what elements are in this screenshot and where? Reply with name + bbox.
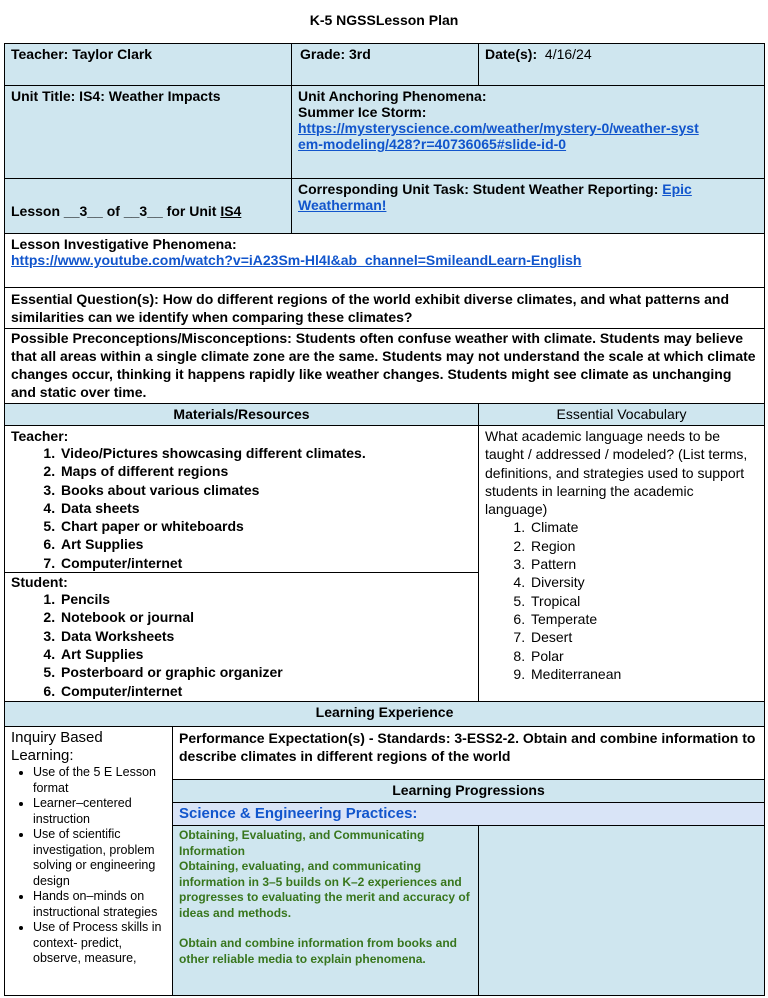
teacher-cell (5, 44, 292, 86)
inquiry-item: • Use of the 5 E Lesson format (33, 765, 168, 796)
teacher-material-item: 4. Data sheets (59, 499, 472, 517)
teacher-name: Teacher: Taylor Clark (11, 46, 153, 62)
grade-level: Grade: 3rd (300, 46, 371, 62)
lesson-prefix: Lesson (11, 203, 64, 219)
inquiry-item: • Use of scientific investigation, problem solving or engineering design (33, 827, 168, 889)
inquiry-item: • Use of Process skills in context- predict, observe, measure, (33, 920, 168, 967)
vocabulary-item: 9. Mediterranean (529, 665, 758, 683)
materials-cell (5, 426, 479, 702)
learning-experience-header (5, 702, 765, 727)
student-material-item: 1. Pencils (59, 590, 472, 608)
vocabulary-item: 7. Desert (529, 628, 758, 646)
vocabulary-item: 1. Climate (529, 518, 758, 536)
vocabulary-item: 2. Region (529, 537, 758, 555)
teacher-materials-label: Teacher: (11, 428, 69, 444)
student-material-item: 2. Notebook or journal (59, 608, 472, 626)
lesson-plan-table (4, 43, 765, 996)
learning-experience-label: Learning Experience (315, 704, 454, 720)
sep-header-label: Science & Engineering Practices: (179, 805, 418, 822)
vocabulary-item: 8. Polar (529, 647, 758, 665)
teacher-materials (5, 426, 478, 572)
vocabulary-item: 4. Diversity (529, 573, 758, 591)
inquiry-list (11, 765, 168, 967)
teacher-materials-list (11, 444, 472, 572)
dates-value: 4/16/24 (544, 46, 592, 62)
vocabulary-item: 5. Tropical (529, 592, 758, 610)
essential-question: Essential Question(s): How do different regions of the world exhibit diverse climates, and what patterns and similarities can we identify when comparing these climates? (11, 291, 730, 325)
teacher-material-item: 3. Books about various climates (59, 481, 472, 499)
sep-body-2: Obtain and combine information from books and other reliable media to explain phenomena. (179, 936, 458, 966)
lesson-for-unit: for Unit (162, 203, 221, 219)
preconceptions: Possible Preconceptions/Misconceptions: Students often confuse weather with climate. Students may believe that all areas within a single climate zone are the same. Students may not understand the scale at which climate changes occur, thinking it happens rapidly like weather changes. Students might see climate as unchanging and static over time. (11, 330, 756, 400)
vocabulary-cell (479, 426, 765, 702)
learning-progressions-label: Learning Progressions (392, 782, 545, 798)
dates-label: Date(s): (485, 46, 538, 62)
anchoring-link-line2: em-modeling/428?r=40736065#slide-id-0 (298, 136, 567, 152)
lesson-of: of (102, 203, 124, 219)
anchoring-link[interactable] (298, 120, 699, 152)
unit-task-label: Corresponding Unit Task: Student Weather Reporting: (298, 181, 663, 197)
inquiry-cell (5, 727, 173, 996)
materials-header (5, 404, 479, 426)
vocabulary-item: 3. Pattern (529, 555, 758, 573)
teacher-material-item: 1. Video/Pictures showcasing different climates. (59, 444, 472, 462)
student-materials-label: Student: (11, 574, 68, 591)
lesson-number: __3__ (63, 203, 103, 219)
student-material-item: 5. Posterboard or graphic organizer (59, 663, 472, 681)
sep-title: Obtaining, Evaluating, and Communicating Information (179, 828, 425, 858)
vocabulary-intro: What academic language needs to be taught / addressed / modeled? (List terms, definitions, and strategies used to support students in learning the academic language) (485, 428, 748, 518)
sep-header (173, 803, 765, 826)
performance-expectation: Performance Expectation(s) - Standards: 3-ESS2-2. Obtain and combine information to describe climates in different regions of the world (179, 730, 756, 764)
vocabulary-item: 6. Temperate (529, 610, 758, 628)
anchoring-name: Summer Ice Storm: (298, 104, 427, 120)
anchoring-link-line1: https://mysteryscience.com/weather/mystery-0/weather-syst (298, 120, 699, 136)
dates-cell (479, 44, 765, 86)
investigative-link[interactable]: https://www.youtube.com/watch?v=iA23Sm-Hl4I&ab_channel=SmileandLearn-English (11, 252, 582, 268)
student-material-item: 6. Computer/internet (59, 682, 472, 700)
lesson-total: __3__ (123, 203, 163, 219)
learning-progressions-header (173, 780, 765, 803)
lesson-number-cell (5, 179, 292, 234)
sep-content-cell (173, 826, 479, 996)
unit-title-cell (5, 86, 292, 179)
essential-question-cell (5, 288, 765, 329)
anchoring-label: Unit Anchoring Phenomena: (298, 88, 487, 104)
teacher-material-item: 5. Chart paper or whiteboards (59, 517, 472, 535)
sep-empty-cell (479, 826, 765, 996)
teacher-material-item: 6. Art Supplies (59, 535, 472, 553)
teacher-material-item: 2. Maps of different regions (59, 462, 472, 480)
lesson-unit-code: IS4 (220, 203, 242, 219)
teacher-material-item: 7. Computer/internet (59, 554, 472, 572)
page-title: K-5 NGSSLesson Plan (309, 12, 459, 28)
sep-body: Obtaining, evaluating, and communicating information in 3–5 builds on K–2 experiences and progresses to evaluating the merit and accuracy of ideas and methods. (179, 859, 470, 920)
student-material-item: 3. Data Worksheets (59, 627, 472, 645)
vocabulary-list (485, 518, 758, 683)
vocabulary-header-label: Essential Vocabulary (556, 406, 687, 422)
inquiry-item: • Hands on–minds on instructional strategies (33, 889, 168, 920)
anchoring-cell (292, 86, 765, 179)
unit-task-cell (292, 179, 765, 234)
inquiry-label: Inquiry Based Learning: (11, 729, 103, 764)
preconceptions-cell (5, 329, 765, 404)
unit-task-link[interactable]: Epic Weatherman! (298, 181, 692, 213)
grade-cell (292, 44, 479, 86)
student-materials (5, 572, 478, 700)
inquiry-item: • Learner–centered instruction (33, 796, 168, 827)
materials-header-label: Materials/Resources (173, 406, 310, 422)
performance-expectation-cell (173, 727, 765, 780)
unit-title: Unit Title: IS4: Weather Impacts (11, 88, 221, 104)
student-material-item: 4. Art Supplies (59, 645, 472, 663)
investigative-label: Lesson Investigative Phenomena: (11, 236, 237, 252)
student-materials-list (11, 590, 472, 700)
investigative-cell (5, 234, 765, 288)
vocabulary-header (479, 404, 765, 426)
